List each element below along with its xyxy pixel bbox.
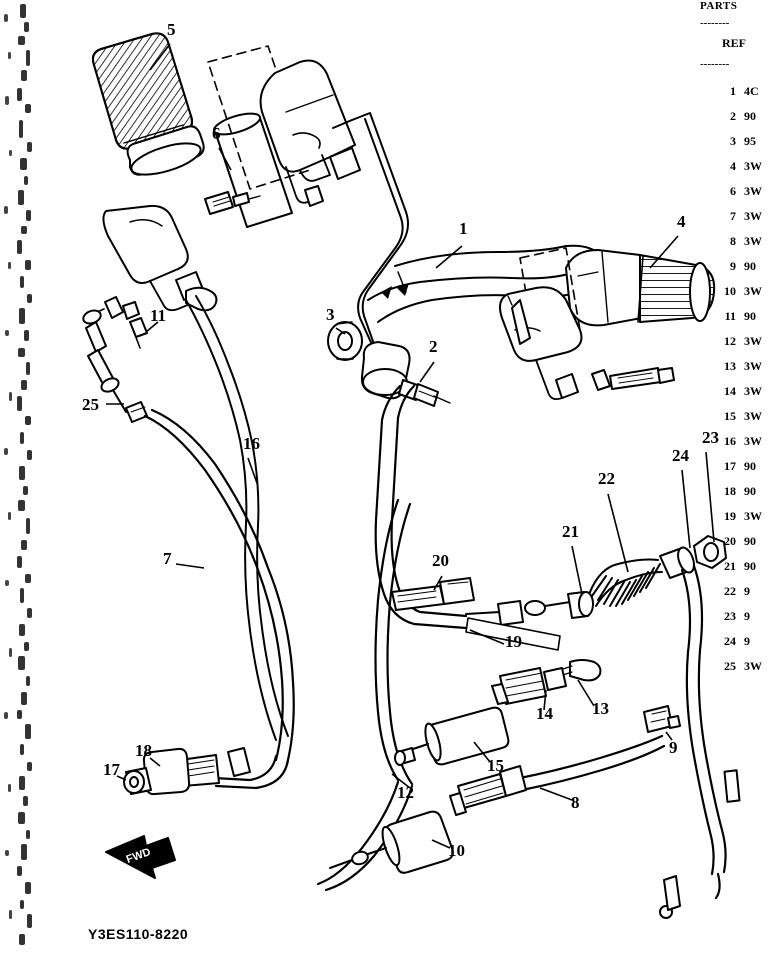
callout-2: 2 bbox=[429, 337, 438, 356]
parts-row-ref: 11 bbox=[724, 309, 736, 323]
callout-3: 3 bbox=[326, 305, 335, 324]
parts-row-number: 9 bbox=[744, 634, 750, 648]
callout-4: 4 bbox=[677, 212, 686, 231]
parts-row-ref: 9 bbox=[730, 259, 736, 273]
callout-1: 1 bbox=[459, 219, 468, 238]
callout-17: 17 bbox=[103, 760, 120, 779]
parts-row-number: 90 bbox=[744, 484, 756, 498]
parts-row-number: 90 bbox=[744, 309, 756, 323]
callout-10: 10 bbox=[448, 841, 465, 860]
left-grip bbox=[93, 33, 204, 181]
parts-row-number: 90 bbox=[744, 109, 756, 123]
clip-20 bbox=[392, 578, 474, 610]
parts-row-ref: 15 bbox=[724, 409, 736, 423]
callout-20: 20 bbox=[432, 551, 449, 570]
parts-row-ref: 3 bbox=[730, 134, 736, 148]
parts-row-number: 3W bbox=[744, 159, 762, 173]
parts-row-number: 3W bbox=[744, 384, 762, 398]
parts-row-ref: 4 bbox=[730, 159, 736, 173]
callout-16: 16 bbox=[243, 434, 260, 453]
parts-row-number: 9 bbox=[744, 584, 750, 598]
parts-row-ref: 10 bbox=[724, 284, 736, 298]
parts-row-ref: 17 bbox=[724, 459, 736, 473]
parts-row-number: 9 bbox=[744, 609, 750, 623]
parts-list-table bbox=[700, 0, 776, 700]
parts-list-header: PARTS bbox=[700, 0, 738, 12]
parts-row-number: 3W bbox=[744, 434, 762, 448]
parts-row-number: 3W bbox=[744, 284, 762, 298]
cable-16 bbox=[186, 296, 288, 740]
throttle-adjuster-assembly bbox=[466, 536, 726, 625]
bushing-3 bbox=[328, 322, 362, 360]
parts-row-ref: 19 bbox=[724, 509, 736, 523]
callout-22: 22 bbox=[598, 469, 615, 488]
parts-row-ref: 23 bbox=[724, 609, 736, 623]
fwd-arrow-label: FWD bbox=[124, 846, 153, 866]
parts-row-number: 3W bbox=[744, 659, 762, 673]
parts-row-ref: 7 bbox=[730, 209, 736, 223]
callout-25: 25 bbox=[82, 395, 99, 414]
parts-list-divider-top: -------- bbox=[700, 17, 730, 29]
callout-13: 13 bbox=[592, 699, 609, 718]
parts-row-ref: 24 bbox=[724, 634, 736, 648]
parts-row-number: 3W bbox=[744, 334, 762, 348]
clutch-cable-7 bbox=[145, 410, 294, 764]
parts-row-ref: 25 bbox=[724, 659, 736, 673]
parts-row-number: 3W bbox=[744, 234, 762, 248]
parts-row-ref: 8 bbox=[730, 234, 736, 248]
parts-list-divider-mid: -------- bbox=[700, 58, 730, 70]
callout-9: 9 bbox=[669, 738, 678, 757]
parts-row-number: 3W bbox=[744, 409, 762, 423]
parts-row-number: 90 bbox=[744, 559, 756, 573]
callout-24: 24 bbox=[672, 446, 689, 465]
parts-row-number: 90 bbox=[744, 534, 756, 548]
callout-21: 21 bbox=[562, 522, 579, 541]
callout-6: 6 bbox=[212, 124, 221, 143]
callout-11: 11 bbox=[150, 306, 167, 325]
parts-row-number: 3W bbox=[744, 209, 762, 223]
callout-19: 19 bbox=[505, 632, 522, 651]
callout-12: 12 bbox=[397, 783, 414, 802]
parts-row-ref: 21 bbox=[724, 559, 736, 573]
cable-joint-13 bbox=[466, 618, 600, 704]
parts-row-ref: 12 bbox=[724, 334, 736, 348]
parts-row-ref: 1 bbox=[730, 84, 736, 98]
parts-row-number: 4C bbox=[744, 84, 759, 98]
parts-row-number: 90 bbox=[744, 259, 756, 273]
parts-list-column-ref: REF bbox=[722, 36, 746, 50]
parts-row-number: 90 bbox=[744, 459, 756, 473]
right-grip-4 bbox=[566, 250, 714, 325]
clutch-lever-bracket bbox=[103, 206, 216, 310]
parts-row-ref: 13 bbox=[724, 359, 736, 373]
clip-9 bbox=[644, 706, 680, 732]
callout-23: 23 bbox=[702, 428, 719, 447]
parts-row-ref: 22 bbox=[724, 584, 736, 598]
callout-5: 5 bbox=[167, 20, 176, 39]
screw-right bbox=[592, 368, 674, 390]
parts-row-ref: 2 bbox=[730, 109, 736, 123]
cable-12 bbox=[376, 500, 413, 784]
document-code: Y3ES110-8220 bbox=[88, 926, 189, 942]
parts-row-number: 3W bbox=[744, 359, 762, 373]
parts-row-number: 95 bbox=[744, 134, 756, 148]
callout-8: 8 bbox=[571, 793, 580, 812]
callout-7: 7 bbox=[163, 549, 172, 568]
parts-row-number: 3W bbox=[744, 509, 762, 523]
parts-row-ref: 14 bbox=[724, 384, 736, 398]
parts-row-ref: 6 bbox=[730, 184, 736, 198]
parts-row-ref: 20 bbox=[724, 534, 736, 548]
callout-18: 18 bbox=[135, 741, 152, 760]
callout-15: 15 bbox=[487, 756, 504, 775]
parts-row-ref: 16 bbox=[724, 434, 736, 448]
parts-row-ref: 18 bbox=[724, 484, 736, 498]
callout-14: 14 bbox=[536, 704, 553, 723]
parts-row-number: 3W bbox=[744, 184, 762, 198]
